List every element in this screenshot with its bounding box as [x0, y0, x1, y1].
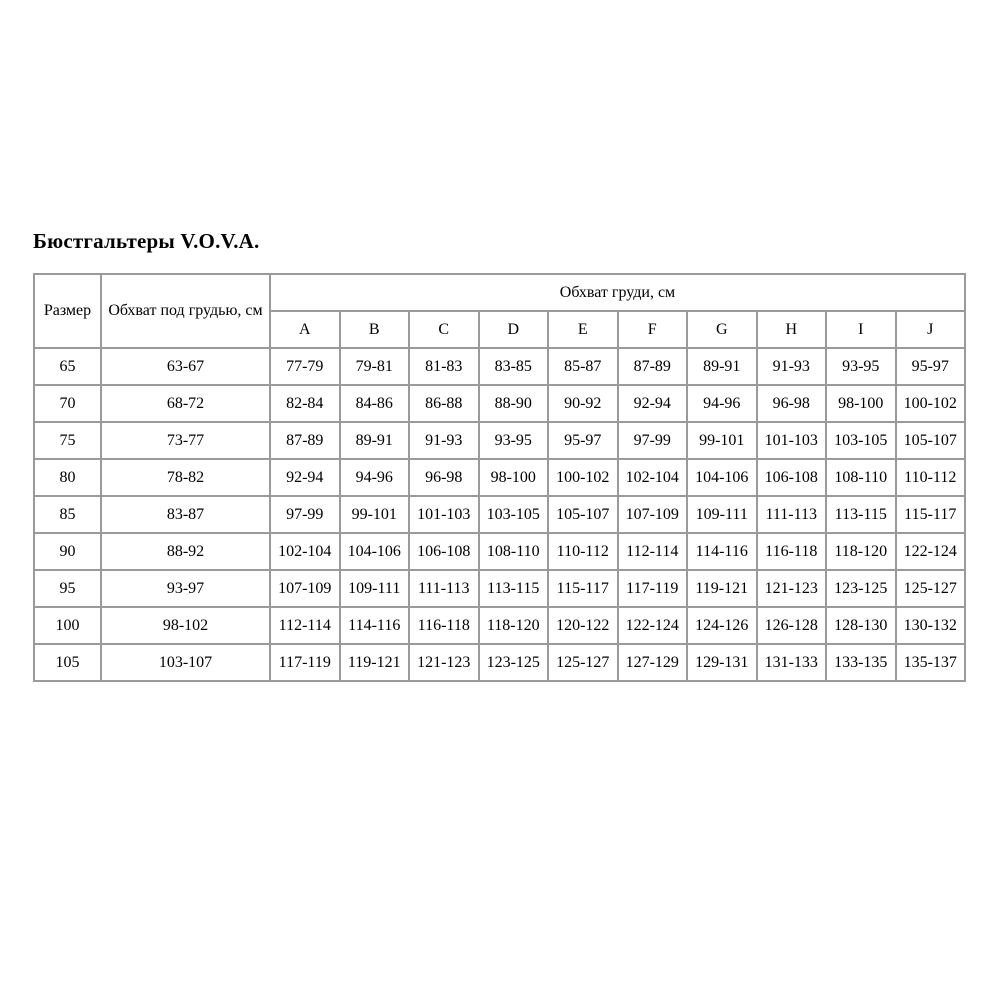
cup-cell: 103-105 — [826, 422, 896, 459]
cup-cell: 122-124 — [618, 607, 688, 644]
cup-cell: 100-102 — [896, 385, 966, 422]
header-cup-e: E — [548, 311, 618, 348]
cup-cell: 104-106 — [687, 459, 757, 496]
cup-cell: 101-103 — [757, 422, 827, 459]
cup-cell: 125-127 — [548, 644, 618, 681]
cup-cell: 117-119 — [618, 570, 688, 607]
underbust-cell: 103-107 — [101, 644, 270, 681]
cup-cell: 94-96 — [687, 385, 757, 422]
size-cell: 80 — [34, 459, 101, 496]
cup-cell: 108-110 — [826, 459, 896, 496]
cup-cell: 113-115 — [479, 570, 549, 607]
cup-cell: 111-113 — [757, 496, 827, 533]
cup-cell: 109-111 — [687, 496, 757, 533]
cup-cell: 114-116 — [687, 533, 757, 570]
header-cup-j: J — [896, 311, 966, 348]
cup-cell: 114-116 — [340, 607, 410, 644]
cup-cell: 119-121 — [340, 644, 410, 681]
underbust-cell: 93-97 — [101, 570, 270, 607]
cup-cell: 129-131 — [687, 644, 757, 681]
cup-cell: 118-120 — [479, 607, 549, 644]
header-cup-c: C — [409, 311, 479, 348]
header-cup-b: B — [340, 311, 410, 348]
cup-cell: 111-113 — [409, 570, 479, 607]
cup-cell: 126-128 — [757, 607, 827, 644]
underbust-cell: 88-92 — [101, 533, 270, 570]
cup-cell: 85-87 — [548, 348, 618, 385]
cup-cell: 124-126 — [687, 607, 757, 644]
cup-cell: 108-110 — [479, 533, 549, 570]
table-row — [34, 385, 965, 422]
cup-cell: 91-93 — [409, 422, 479, 459]
cup-cell: 97-99 — [618, 422, 688, 459]
table-row — [34, 533, 965, 570]
cup-cell: 123-125 — [826, 570, 896, 607]
underbust-cell: 78-82 — [101, 459, 270, 496]
header-bust: Обхват груди, см — [270, 274, 965, 311]
size-table-header — [34, 274, 965, 348]
header-cup-h: H — [757, 311, 827, 348]
cup-cell: 99-101 — [340, 496, 410, 533]
size-cell: 100 — [34, 607, 101, 644]
cup-cell: 112-114 — [618, 533, 688, 570]
cup-cell: 133-135 — [826, 644, 896, 681]
cup-cell: 113-115 — [826, 496, 896, 533]
cup-cell: 92-94 — [618, 385, 688, 422]
cup-cell: 96-98 — [757, 385, 827, 422]
cup-cell: 101-103 — [409, 496, 479, 533]
header-row-groups — [34, 274, 965, 311]
size-cell: 65 — [34, 348, 101, 385]
cup-cell: 115-117 — [548, 570, 618, 607]
cup-cell: 121-123 — [409, 644, 479, 681]
cup-cell: 83-85 — [479, 348, 549, 385]
size-cell: 70 — [34, 385, 101, 422]
size-cell: 85 — [34, 496, 101, 533]
cup-cell: 89-91 — [687, 348, 757, 385]
cup-cell: 100-102 — [548, 459, 618, 496]
table-row — [34, 422, 965, 459]
table-row — [34, 570, 965, 607]
cup-cell: 107-109 — [270, 570, 340, 607]
cup-cell: 95-97 — [896, 348, 966, 385]
cup-cell: 118-120 — [826, 533, 896, 570]
cup-cell: 93-95 — [479, 422, 549, 459]
cup-cell: 110-112 — [896, 459, 966, 496]
cup-cell: 120-122 — [548, 607, 618, 644]
cup-cell: 105-107 — [896, 422, 966, 459]
cup-cell: 81-83 — [409, 348, 479, 385]
cup-cell: 135-137 — [896, 644, 966, 681]
cup-cell: 115-117 — [896, 496, 966, 533]
size-cell: 90 — [34, 533, 101, 570]
cup-cell: 98-100 — [479, 459, 549, 496]
size-cell: 75 — [34, 422, 101, 459]
table-row — [34, 644, 965, 681]
cup-cell: 123-125 — [479, 644, 549, 681]
size-cell: 105 — [34, 644, 101, 681]
header-cup-i: I — [826, 311, 896, 348]
cup-cell: 97-99 — [270, 496, 340, 533]
underbust-cell: 73-77 — [101, 422, 270, 459]
underbust-cell: 98-102 — [101, 607, 270, 644]
underbust-cell: 83-87 — [101, 496, 270, 533]
cup-cell: 86-88 — [409, 385, 479, 422]
cup-cell: 99-101 — [687, 422, 757, 459]
cup-cell: 119-121 — [687, 570, 757, 607]
table-row — [34, 496, 965, 533]
cup-cell: 95-97 — [548, 422, 618, 459]
cup-cell: 130-132 — [896, 607, 966, 644]
cup-cell: 125-127 — [896, 570, 966, 607]
header-cup-f: F — [618, 311, 688, 348]
cup-cell: 89-91 — [340, 422, 410, 459]
cup-cell: 82-84 — [270, 385, 340, 422]
size-cell: 95 — [34, 570, 101, 607]
cup-cell: 77-79 — [270, 348, 340, 385]
cup-cell: 102-104 — [270, 533, 340, 570]
cup-cell: 128-130 — [826, 607, 896, 644]
cup-cell: 87-89 — [618, 348, 688, 385]
cup-cell: 90-92 — [548, 385, 618, 422]
cup-cell: 110-112 — [548, 533, 618, 570]
cup-cell: 104-106 — [340, 533, 410, 570]
size-table-body — [34, 348, 965, 681]
cup-cell: 87-89 — [270, 422, 340, 459]
cup-cell: 79-81 — [340, 348, 410, 385]
underbust-cell: 63-67 — [101, 348, 270, 385]
cup-cell: 117-119 — [270, 644, 340, 681]
header-cup-a: A — [270, 311, 340, 348]
cup-cell: 131-133 — [757, 644, 827, 681]
cup-cell: 96-98 — [409, 459, 479, 496]
cup-cell: 107-109 — [618, 496, 688, 533]
header-cup-g: G — [687, 311, 757, 348]
cup-cell: 88-90 — [479, 385, 549, 422]
cup-cell: 127-129 — [618, 644, 688, 681]
cup-cell: 121-123 — [757, 570, 827, 607]
header-underbust: Обхват под грудью, см — [101, 274, 270, 348]
cup-cell: 112-114 — [270, 607, 340, 644]
cup-cell: 106-108 — [409, 533, 479, 570]
underbust-cell: 68-72 — [101, 385, 270, 422]
table-row — [34, 348, 965, 385]
cup-cell: 106-108 — [757, 459, 827, 496]
size-table — [33, 273, 966, 682]
cup-cell: 91-93 — [757, 348, 827, 385]
cup-cell: 102-104 — [618, 459, 688, 496]
header-size: Размер — [34, 274, 101, 348]
cup-cell: 103-105 — [479, 496, 549, 533]
header-cup-d: D — [479, 311, 549, 348]
table-row — [34, 607, 965, 644]
cup-cell: 116-118 — [757, 533, 827, 570]
cup-cell: 93-95 — [826, 348, 896, 385]
cup-cell: 105-107 — [548, 496, 618, 533]
page-title: Бюстгальтеры V.O.V.A. — [33, 229, 260, 253]
cup-cell: 122-124 — [896, 533, 966, 570]
cup-cell: 92-94 — [270, 459, 340, 496]
table-row — [34, 459, 965, 496]
cup-cell: 98-100 — [826, 385, 896, 422]
cup-cell: 84-86 — [340, 385, 410, 422]
cup-cell: 116-118 — [409, 607, 479, 644]
cup-cell: 94-96 — [340, 459, 410, 496]
cup-cell: 109-111 — [340, 570, 410, 607]
